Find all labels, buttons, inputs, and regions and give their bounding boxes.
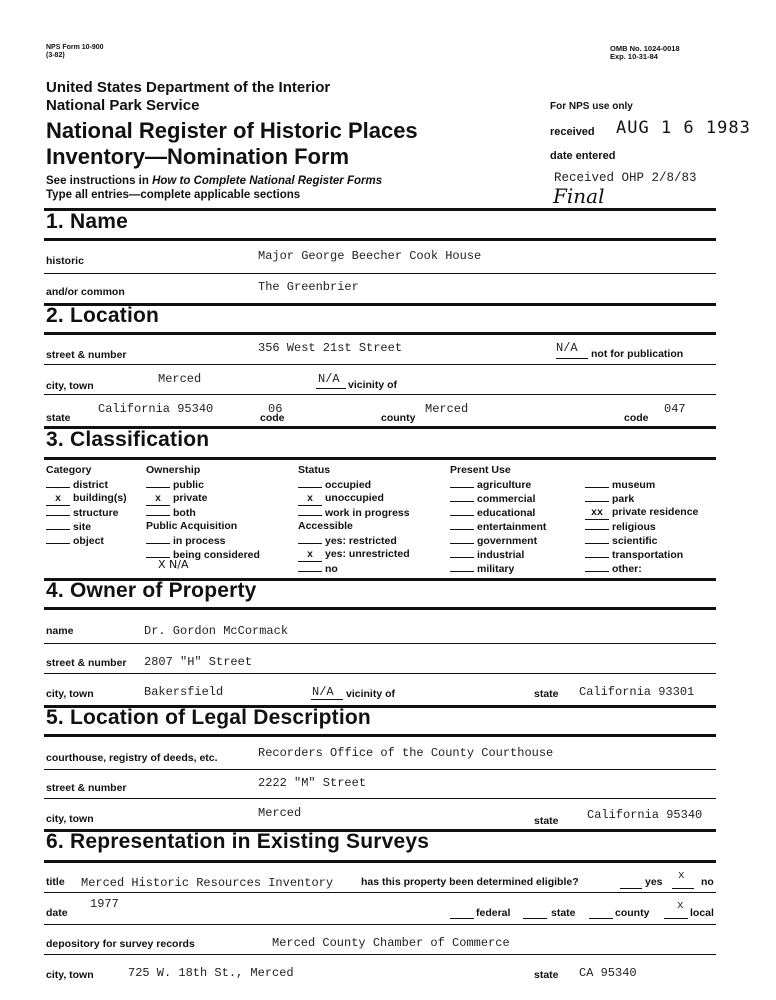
checkbox-mark	[298, 562, 322, 572]
section-4-heading: 4. Owner of Property	[46, 579, 257, 602]
checkbox-label: district	[73, 479, 109, 491]
checkbox-acquisition[interactable]	[146, 534, 226, 547]
divider	[44, 769, 716, 770]
checkbox-mark: x	[298, 496, 322, 506]
checkbox-present-use[interactable]	[450, 506, 535, 519]
checkbox-mark	[146, 478, 170, 488]
checkbox-mark	[146, 534, 170, 544]
classification-group-title: Ownership	[146, 464, 201, 476]
owner-street-value: 2807 "H" Street	[144, 655, 253, 669]
checkbox-mark: x	[298, 552, 322, 562]
form-title-line1: National Register of Historic Places	[46, 118, 418, 143]
checkbox-mark	[450, 562, 474, 572]
vicinity-blank	[316, 388, 346, 389]
section-6-heading: 6. Representation in Existing Surveys	[46, 830, 430, 853]
divider	[44, 273, 716, 274]
checkbox-mark	[146, 548, 170, 558]
owner-vicinity-blank	[311, 699, 343, 700]
acquisition-na-mark: X N/A	[158, 558, 189, 571]
checkbox-label: in process	[173, 535, 226, 547]
common-name-value: The Greenbrier	[258, 280, 359, 294]
checkbox-present-use[interactable]	[450, 492, 535, 505]
survey-title-value: Merced Historic Resources Inventory	[81, 876, 334, 890]
historic-label: historic	[46, 255, 84, 267]
checkbox-present-use[interactable]	[585, 506, 698, 520]
common-name-label: and/or common	[46, 286, 125, 298]
divider	[44, 238, 716, 241]
checkbox-mark	[450, 548, 474, 558]
no-blank	[672, 888, 694, 889]
omb-number: OMB No. 1024-0018	[610, 44, 680, 53]
checkbox-mark	[298, 534, 322, 544]
checkbox-mark: x	[146, 496, 170, 506]
checkbox-status[interactable]	[298, 492, 384, 506]
divider	[44, 954, 716, 955]
checkbox-label: work in progress	[325, 507, 410, 519]
checkbox-mark	[585, 548, 609, 558]
expiration: Exp. 10-31-84	[610, 52, 658, 61]
divider	[44, 924, 716, 925]
checkbox-label: transportation	[612, 549, 684, 561]
instructions-prefix: See instructions in	[46, 175, 153, 187]
owner-vicinity-mark: N/A	[312, 685, 334, 699]
checkbox-label: private residence	[612, 506, 699, 518]
county-code-label: code	[624, 412, 649, 424]
checkbox-mark	[450, 534, 474, 544]
checkbox-label: occupied	[325, 479, 372, 491]
instructions	[46, 175, 382, 187]
owner-state-value: California 93301	[579, 685, 695, 699]
federal-blank	[450, 918, 474, 919]
state-blank	[523, 918, 547, 919]
checkbox-label: site	[73, 521, 92, 533]
received-label: received	[550, 126, 595, 138]
checkbox-present-use[interactable]	[450, 478, 531, 491]
checkbox-mark	[585, 520, 609, 530]
legal-city-value: Merced	[258, 806, 302, 820]
checkbox-mark	[585, 534, 609, 544]
checkbox-status[interactable]	[298, 478, 371, 491]
state-label: state	[46, 412, 71, 424]
historic-name-value: Major George Beecher Cook House	[258, 249, 482, 263]
divider	[44, 364, 716, 365]
checkbox-mark	[450, 506, 474, 516]
divider	[44, 860, 716, 863]
legal-street-value: 2222 "M" Street	[258, 776, 367, 790]
checkbox-category[interactable]	[46, 534, 104, 547]
checkbox-mark	[46, 520, 70, 530]
checkbox-mark	[450, 478, 474, 488]
checkbox-label: agriculture	[477, 479, 532, 491]
survey-city-label: city, town	[46, 969, 94, 981]
section-2-heading: 2. Location	[46, 304, 160, 327]
checkbox-present-use[interactable]	[450, 548, 524, 561]
checkbox-mark	[146, 506, 170, 516]
divider	[44, 208, 716, 211]
form-number: NPS Form 10-900	[46, 44, 104, 51]
state-code-value: 06	[268, 402, 283, 416]
owner-state-label: state	[534, 688, 559, 700]
eligible-no-mark: x	[678, 870, 685, 882]
divider	[44, 798, 716, 799]
vicinity-mark: N/A	[318, 372, 340, 386]
classification-group-title: Accessible	[298, 520, 353, 532]
survey-county-label: county	[615, 907, 650, 919]
survey-date-value: 1977	[90, 897, 119, 911]
checkbox-present-use[interactable]	[585, 534, 658, 547]
checkbox-label: building(s)	[73, 492, 127, 504]
legal-state-label: state	[534, 815, 559, 827]
classification-group-title: Category	[46, 464, 92, 476]
survey-date-label: date	[46, 907, 68, 919]
legal-state-value: California 95340	[587, 808, 703, 822]
street-number-label: street & number	[46, 349, 127, 361]
section-3-heading: 3. Classification	[46, 428, 210, 451]
divider	[44, 457, 716, 460]
survey-title-label: title	[46, 876, 65, 888]
owner-city-value: Bakersfield	[144, 685, 224, 699]
federal-label: federal	[476, 907, 511, 919]
owner-name-label: name	[46, 625, 74, 637]
checkbox-mark	[450, 492, 474, 502]
nfp-label: not for publication	[591, 348, 684, 360]
local-blank	[664, 918, 688, 919]
checkbox-mark	[46, 506, 70, 516]
legal-city-label: city, town	[46, 813, 94, 825]
local-mark: x	[677, 900, 684, 912]
checkbox-label: public	[173, 479, 204, 491]
checkbox-present-use[interactable]	[450, 520, 546, 533]
checkbox-present-use[interactable]	[585, 492, 634, 505]
survey-city-value: 725 W. 18th St., Merced	[128, 966, 294, 980]
checkbox-mark: xx	[585, 510, 609, 520]
checkbox-present-use[interactable]	[450, 562, 514, 575]
checkbox-accessible[interactable]	[298, 562, 338, 575]
owner-name-value: Dr. Gordon McCormack	[144, 624, 289, 638]
county-label: county	[381, 412, 416, 424]
checkbox-category[interactable]	[46, 478, 108, 491]
survey-state2-label: state	[534, 969, 559, 981]
eligible-yes-label: yes	[645, 876, 663, 888]
checkbox-present-use[interactable]	[585, 548, 683, 561]
county-value: Merced	[425, 402, 469, 416]
eligible-question: has this property been determined eligible?	[361, 876, 579, 888]
nps-use-label: For NPS use only	[550, 101, 633, 112]
checkbox-label: yes: restricted	[325, 535, 397, 547]
checkbox-label: religious	[612, 521, 656, 533]
owner-vicinity-label: vicinity of	[346, 688, 396, 700]
checkbox-category[interactable]	[46, 506, 119, 519]
depository-label: depository for survey records	[46, 938, 195, 950]
checkbox-label: government	[477, 535, 538, 547]
county-blank	[589, 918, 613, 919]
checkbox-label: museum	[612, 479, 656, 491]
classification-group-title: Status	[298, 464, 331, 476]
checkbox-label: commercial	[477, 493, 536, 505]
courthouse-value: Recorders Office of the County Courthouse	[258, 746, 554, 760]
checkbox-label: scientific	[612, 535, 658, 547]
checkbox-ownership[interactable]	[146, 506, 196, 519]
checkbox-accessible[interactable]	[298, 534, 397, 547]
checkbox-accessible[interactable]	[298, 548, 410, 562]
checkbox-label: private	[173, 492, 208, 504]
depository-value: Merced County Chamber of Commerce	[272, 936, 510, 950]
courthouse-label: courthouse, registry of deeds, etc.	[46, 752, 218, 764]
checkbox-ownership[interactable]	[146, 478, 204, 491]
classification-group-title: Public Acquisition	[146, 520, 238, 532]
checkbox-label: both	[173, 507, 196, 519]
street-value: 356 West 21st Street	[258, 341, 403, 355]
checkbox-label: structure	[73, 507, 119, 519]
survey-state2-value: CA 95340	[579, 966, 637, 980]
nfp-blank	[556, 358, 588, 359]
received-stamp: AUG 1 6 1983	[616, 118, 751, 138]
vicinity-label: vicinity of	[348, 379, 398, 391]
checkbox-mark	[298, 506, 322, 516]
checkbox-category[interactable]	[46, 520, 91, 533]
city-value: Merced	[158, 372, 202, 386]
form-revision: (3-82)	[46, 52, 65, 59]
owner-city-label: city, town	[46, 688, 94, 700]
classification-group-title: Present Use	[450, 464, 511, 476]
survey-local-label: local	[690, 907, 714, 919]
divider	[44, 673, 716, 674]
checkbox-category[interactable]	[46, 492, 127, 506]
city-town-label: city, town	[46, 380, 94, 392]
county-code-value: 047	[664, 402, 686, 416]
reviewer-signature: Final	[553, 184, 605, 208]
checkbox-status[interactable]	[298, 506, 410, 519]
checkbox-mark	[46, 534, 70, 544]
checkbox-mark	[46, 478, 70, 488]
checkbox-label: entertainment	[477, 521, 547, 533]
checkbox-label: military	[477, 563, 515, 575]
instructions-guide-title: How to Complete National Register Forms	[152, 175, 383, 187]
checkbox-label: being considered	[173, 549, 260, 561]
survey-state-label: state	[551, 907, 576, 919]
divider	[44, 394, 716, 395]
section-1-heading: 1. Name	[46, 210, 128, 233]
department: United States Department of the Interior	[46, 79, 331, 96]
checkbox-mark	[585, 562, 609, 572]
checkbox-mark	[585, 478, 609, 488]
divider	[44, 892, 716, 893]
checkbox-present-use[interactable]	[585, 562, 642, 575]
checkbox-present-use[interactable]	[450, 534, 537, 547]
checkbox-label: no	[325, 563, 338, 575]
checkbox-label: park	[612, 493, 635, 505]
received-ohp: Received OHP 2/8/83	[554, 171, 697, 185]
code-label: code	[260, 412, 285, 424]
legal-street-label: street & number	[46, 782, 127, 794]
checkbox-label: object	[73, 535, 104, 547]
divider	[44, 643, 716, 644]
yes-blank	[620, 888, 642, 889]
divider	[44, 734, 716, 737]
checkbox-mark: x	[46, 496, 70, 506]
checkbox-ownership[interactable]	[146, 492, 207, 506]
nfp-mark: N/A	[556, 341, 578, 355]
divider	[44, 607, 716, 610]
checkbox-label: other:	[612, 563, 642, 575]
section-5-heading: 5. Location of Legal Description	[46, 706, 371, 729]
checkbox-mark	[450, 520, 474, 530]
owner-street-label: street & number	[46, 657, 127, 669]
checkbox-mark	[585, 492, 609, 502]
checkbox-present-use[interactable]	[585, 520, 656, 533]
checkbox-mark	[298, 478, 322, 488]
checkbox-label: industrial	[477, 549, 525, 561]
form-title-line2: Inventory—Nomination Form	[46, 144, 350, 169]
checkbox-label: yes: unrestricted	[325, 548, 410, 560]
checkbox-label: educational	[477, 507, 536, 519]
divider	[44, 332, 716, 335]
eligible-no-label: no	[701, 876, 714, 888]
checkbox-label: unoccupied	[325, 492, 384, 504]
date-entered-label: date entered	[550, 150, 616, 162]
agency: National Park Service	[46, 97, 200, 114]
instructions-line2: Type all entries—complete applicable sections	[46, 189, 301, 201]
checkbox-present-use[interactable]	[585, 478, 655, 491]
state-value: California 95340	[98, 402, 214, 416]
